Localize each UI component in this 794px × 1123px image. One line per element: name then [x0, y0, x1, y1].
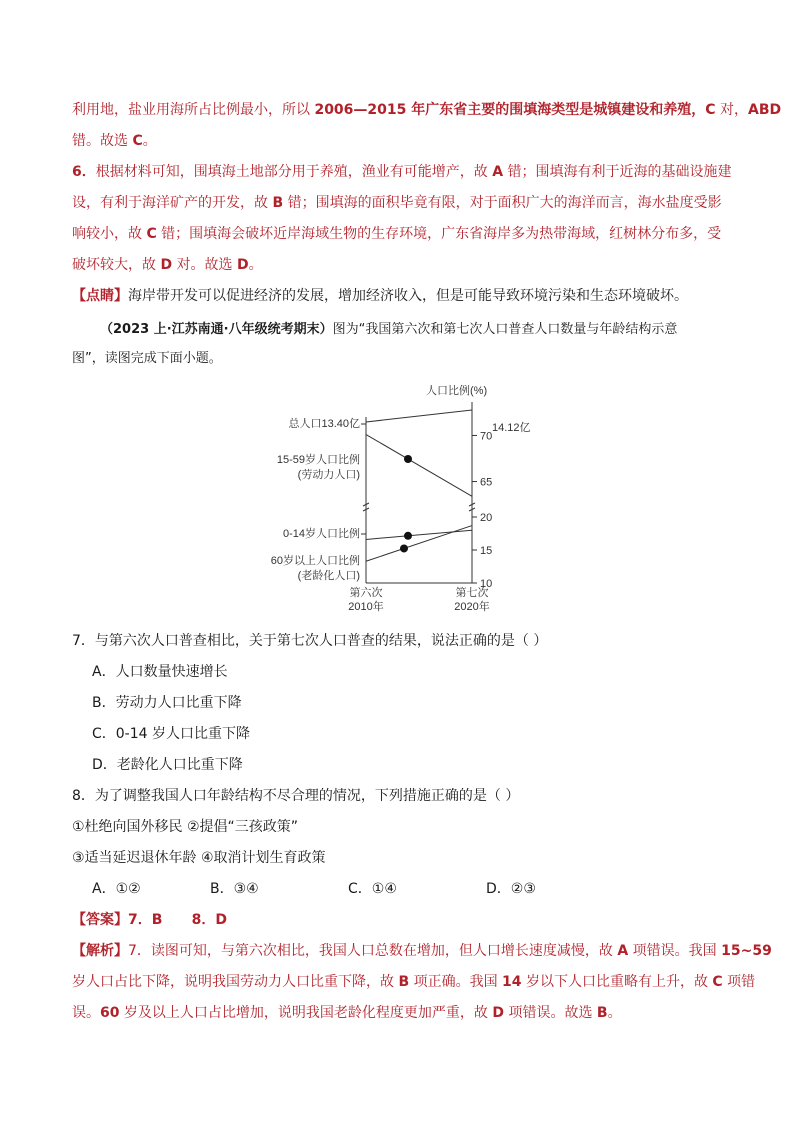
prev-explanation-option: C: [132, 133, 143, 149]
x-tick-sixth: 第六次: [349, 587, 383, 599]
analysis-number: 15~59: [721, 943, 772, 959]
intro-line-1: [100, 320, 677, 340]
answer-text: 7．B 8．D: [128, 912, 228, 928]
q8-option-d[interactable]: D．②③: [486, 881, 536, 897]
y-tick-15: 15: [480, 545, 493, 557]
q7-option-b[interactable]: B．劳动力人口比重下降: [92, 695, 242, 711]
q8-option-a[interactable]: A．①②: [92, 881, 141, 897]
intro-text: 图为“我国第六次和第七次人口普查人口数量与年龄结构示意: [332, 322, 678, 337]
series-children-dot: [404, 532, 412, 540]
chart-ylabel: 人口比例(%): [426, 385, 488, 397]
label-elderly: 60岁以上人口比例: [270, 555, 360, 567]
answer-label: 【答案】: [72, 912, 128, 928]
q6-explanation-line-2: [72, 193, 722, 213]
analysis-number: 60: [100, 1005, 120, 1021]
q8-measures-2: ③适当延迟退休年龄 ④取消计划生育政策: [72, 850, 326, 866]
q6-option: C: [146, 226, 157, 242]
q8-option-b[interactable]: B．③④: [210, 881, 259, 897]
prev-explanation-text: 。: [142, 133, 157, 149]
prev-explanation-years: 2006—2015 年广东省主要的围填海类型是城镇建设和养殖，: [314, 102, 706, 118]
y-tick-20: 20: [480, 512, 493, 524]
q8-stem: 8．为了调整我国人口年龄结构不尽合理的情况，下列措施正确的是（ ）: [72, 788, 520, 804]
q6-text: 错；围填海的面积毕竟有限，对于面积广大的海洋而言，海水盐度受影: [283, 195, 722, 211]
q6-option: D: [160, 257, 173, 273]
q6-option: D: [236, 257, 249, 273]
q7-option-a[interactable]: A．人口数量快速增长: [92, 664, 228, 680]
q6-text: 响较小，故: [72, 226, 147, 242]
q7-stem: 7．与第六次人口普查相比，关于第七次人口普查的结果，说法正确的是（ ）: [72, 633, 548, 649]
series-working-age-dot: [404, 455, 412, 463]
y-tick-70: 70: [480, 430, 493, 443]
analysis-number: 14: [502, 974, 522, 990]
label-working-age: 15-59岁人口比例: [276, 454, 360, 466]
analysis-text: 误。: [72, 1005, 100, 1021]
intro-source: （2023 上·江苏南通·八年级统考期末）: [100, 322, 333, 337]
prev-explanation-line-1: [72, 100, 781, 120]
analysis-text: 岁以下人口比重略有上升，故: [521, 974, 713, 990]
series-working-age-line: [366, 435, 472, 497]
q6-option: A: [492, 164, 504, 180]
analysis-label: 【解析】: [72, 943, 128, 959]
prev-explanation-text: 利用地，盐业用海所占比例最小，所以: [72, 102, 315, 118]
label-working-age-note: (劳动力人口): [297, 469, 360, 481]
x-tick-2010: 2010年: [348, 601, 384, 613]
label-elderly-note: (老龄化人口): [297, 570, 360, 582]
analysis-line-3: [72, 1003, 622, 1023]
q8-measures-1: ①杜绝向国外移民 ②提倡“三孩政策”: [72, 819, 299, 835]
x-tick-2020: 2020年: [454, 601, 490, 613]
series-total-line: [366, 410, 472, 422]
y-tick-10: 10: [480, 578, 493, 590]
intro-text: 图”，读图完成下面小题。: [72, 351, 222, 366]
label-total-2020: 14.12亿: [492, 422, 531, 434]
prev-explanation-text: 错。故选: [72, 133, 133, 149]
analysis-option: A: [617, 943, 629, 959]
q7-option-c[interactable]: C．0-14 岁人口比重下降: [92, 726, 250, 742]
q6-text: 错；围填海会破坏近岸海域生物的生存环境，广东省海岸多为热带海域，红树林分布多，受: [156, 226, 722, 242]
analysis-text: 项正确。我国: [409, 974, 503, 990]
census-chart: [250, 372, 550, 620]
q6-explanation-line-1: [72, 162, 732, 182]
q6-text: 设，有利于海洋矿产的开发，故: [72, 195, 273, 211]
series-elderly-dot: [400, 544, 408, 552]
prev-explanation-option: C: [705, 102, 716, 118]
analysis-option: C: [712, 974, 723, 990]
q8-option-c[interactable]: C．①④: [348, 881, 397, 897]
analysis-option: B: [596, 1005, 608, 1021]
analysis-text: 岁人口占比下降，说明我国劳动力人口比重下降，故: [72, 974, 399, 990]
analysis-text: 7．读图可知，与第六次相比，我国人口总数在增加，但人口增长速度减慢，故: [128, 943, 618, 959]
tip-text: 海岸带开发可以促进经济的发展，增加经济收入，但是可能导致环境污染和生态环境破坏。: [128, 288, 688, 304]
analysis-text: 。: [607, 1005, 622, 1021]
q6-text: 。: [248, 257, 263, 273]
prev-explanation-option: ABD: [748, 102, 782, 118]
answer-line: [72, 910, 227, 930]
analysis-text: 项错: [722, 974, 756, 990]
label-total-population: 总人口13.40亿: [288, 418, 360, 430]
q6-text: 对。故选: [172, 257, 237, 273]
tip-line: [72, 286, 688, 306]
prev-explanation-line-2: [72, 131, 157, 151]
analysis-text: 岁及以上人口占比增加，说明我国老龄化程度更加严重，故: [119, 1005, 493, 1021]
y-tick-65: 65: [480, 476, 493, 489]
q6-text: 错；围填海有利于近海的基础设施建: [503, 164, 732, 180]
prev-explanation-text: 对，: [715, 102, 748, 118]
intro-line-2: [72, 349, 222, 369]
q6-text: 破坏较大，故: [72, 257, 161, 273]
analysis-option: B: [398, 974, 410, 990]
q7-option-d[interactable]: D．老龄化人口比重下降: [92, 757, 243, 773]
analysis-option: D: [492, 1005, 505, 1021]
q6-option: B: [272, 195, 284, 211]
census-chart-svg: [250, 372, 550, 620]
analysis-line-2: [72, 972, 755, 992]
q6-explanation-line-3: [72, 224, 721, 244]
q6-number: 6．: [72, 164, 96, 180]
label-children: 0-14岁人口比例: [282, 528, 360, 540]
q6-explanation-line-4: [72, 255, 263, 275]
series-elderly-line: [366, 526, 472, 562]
q6-text: 根据材料可知，围填海土地部分用于养殖，渔业有可能增产，故: [95, 164, 493, 180]
series-children-line: [366, 530, 472, 539]
analysis-line-1: [72, 941, 772, 961]
tip-label: 【点睛】: [72, 288, 128, 304]
x-tick-seventh: 第七次: [455, 587, 489, 599]
analysis-text: 项错误。我国: [628, 943, 722, 959]
analysis-text: 项错误。故选: [504, 1005, 597, 1021]
